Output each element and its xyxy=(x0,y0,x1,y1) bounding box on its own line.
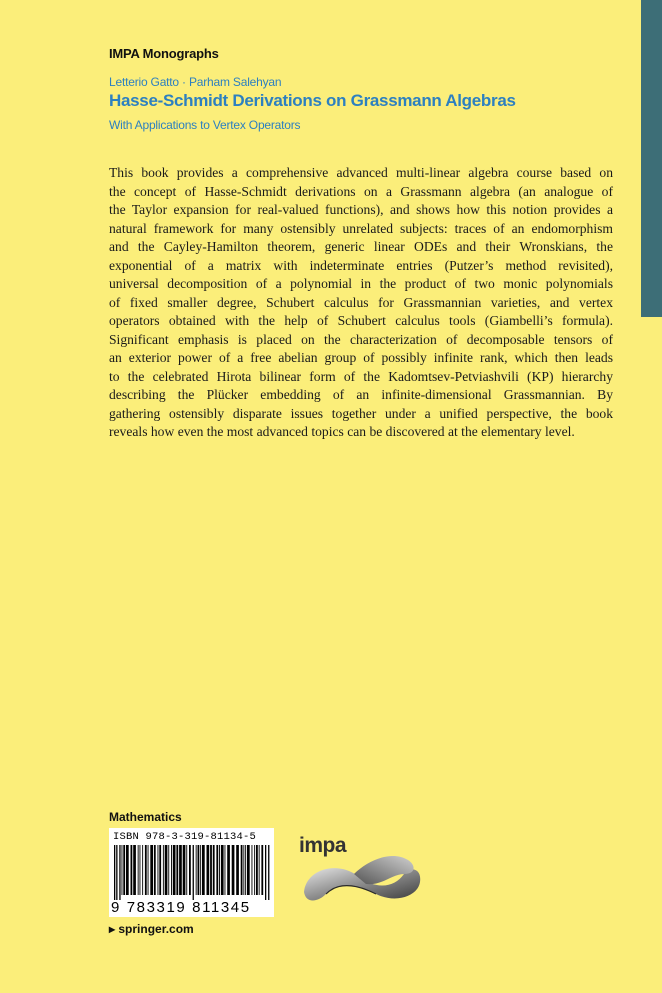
barcode-bar xyxy=(219,845,220,895)
publisher-link[interactable]: ▸ springer.com xyxy=(109,922,194,936)
barcode-bar xyxy=(202,845,205,895)
series-name: IMPA Monographs xyxy=(109,46,219,61)
book-description xyxy=(109,164,613,442)
barcode-bar xyxy=(158,845,159,895)
spine-color-bar xyxy=(641,0,662,317)
barcode-bar xyxy=(150,845,153,895)
barcode-bar xyxy=(131,845,133,895)
barcode-bar xyxy=(173,845,176,895)
barcode-bar xyxy=(176,845,178,895)
book-title: Hasse-Schmidt Derivations on Grassmann Algebras xyxy=(109,91,516,110)
barcode-bar xyxy=(259,845,260,895)
description-line: an exterior power of a free abelian group of possibly infinite rank, which then leads xyxy=(109,350,613,365)
barcode-bar xyxy=(213,845,215,895)
barcode-bar xyxy=(245,845,246,895)
barcode-bar xyxy=(225,845,226,895)
barcode-bar xyxy=(261,845,263,895)
barcode-bar xyxy=(236,845,239,895)
barcode-bar xyxy=(265,845,266,900)
impa-logo-text: impa xyxy=(299,834,347,857)
barcode-bar xyxy=(216,845,218,895)
barcode-bar xyxy=(138,845,139,895)
isbn-barcode xyxy=(109,828,274,917)
book-subtitle: With Applications to Vertex Operators xyxy=(109,118,301,132)
barcode-bar xyxy=(154,845,156,895)
barcode-bar xyxy=(159,845,161,895)
barcode-bar xyxy=(254,845,255,895)
description-line: natural framework for many ostensibly unrelated subjects: traces of an endomorphism xyxy=(109,220,613,236)
description-line: the concept of Hasse-Schmidt derivations on a Grassmann algebra (an analogue of xyxy=(109,183,613,199)
barcode-bar xyxy=(142,845,143,895)
description-line: operators obtained with the help of Schubert calculus tools (Giambelli’s formula). xyxy=(109,313,613,328)
barcode-bar xyxy=(168,845,169,895)
barcode-bar xyxy=(179,845,182,895)
description-line: to the celebrated Hirota bilinear form of the Kadomtsev-Petviashvili (KP) hierarchy xyxy=(109,368,613,384)
description-line: This book provides a comprehensive advanced multi-linear algebra course based on xyxy=(109,165,613,180)
barcode-bar xyxy=(163,845,164,895)
description-line: of fixed smaller degree, Schubert calculus for Grassmannian varieties, and vertex xyxy=(109,294,613,310)
barcode-bar xyxy=(198,845,200,895)
barcode-bar xyxy=(227,845,230,895)
barcode-bar xyxy=(221,845,224,895)
barcode-bar xyxy=(165,845,168,895)
description-line: the Taylor expansion for real-valued functions), and shows how this notion provides a xyxy=(109,202,613,217)
barcode-bar xyxy=(256,845,258,895)
barcode-bar xyxy=(119,845,120,900)
barcode-bar xyxy=(116,845,117,900)
description-line: reveals how even the most advanced topics can be discovered at the elementary level. xyxy=(109,424,575,439)
barcode-bar xyxy=(193,845,194,900)
description-line: exponential of a matrix with indeterminate entries (Putzer’s method revisited), xyxy=(109,257,613,273)
barcode-bar xyxy=(268,845,269,900)
barcode-bar xyxy=(122,845,123,895)
barcode-bar xyxy=(232,845,235,895)
barcode-bar xyxy=(247,845,250,895)
description-line: Significant emphasis is placed on the characterization of decomposable tensors of xyxy=(109,331,613,347)
barcode-bar xyxy=(252,845,253,895)
barcode-bar xyxy=(200,845,201,895)
barcode-bar xyxy=(126,845,129,895)
barcode-bar xyxy=(207,845,210,895)
description-line: universal decomposition of a polynomial in the product of two monic polynomials xyxy=(109,276,613,291)
barcode-bar xyxy=(140,845,141,895)
barcode-bars xyxy=(112,845,271,900)
barcode-bar xyxy=(171,845,172,895)
ean-digits: 9 783319 811345 xyxy=(111,899,251,916)
barcode-bar xyxy=(114,845,115,900)
description-line: describing the Plücker embedding of an infinite-dimensional Grassmannian. By xyxy=(109,387,613,402)
barcode-bar xyxy=(123,845,125,895)
barcode-bar xyxy=(210,845,212,895)
isbn-number: ISBN 978-3-319-81134-5 xyxy=(113,831,257,843)
barcode-bar xyxy=(133,845,136,895)
description-line: gathering ostensibly disparate issues together under a unified perspective, the book xyxy=(109,405,613,421)
description-line: and the Cayley-Hamilton theorem, generic linear ODEs and their Wronskians, the xyxy=(109,239,613,254)
barcode-bar xyxy=(183,845,186,895)
barcode-bar xyxy=(196,845,197,895)
barcode-bar xyxy=(148,845,149,895)
book-authors: Letterio Gatto · Parham Salehyan xyxy=(109,75,282,89)
barcode-bar xyxy=(243,845,244,895)
barcode-bar xyxy=(145,845,147,895)
subject-category: Mathematics xyxy=(109,810,182,824)
barcode-bar xyxy=(241,845,243,895)
barcode-bar xyxy=(186,845,187,895)
barcode-bar xyxy=(189,845,191,895)
